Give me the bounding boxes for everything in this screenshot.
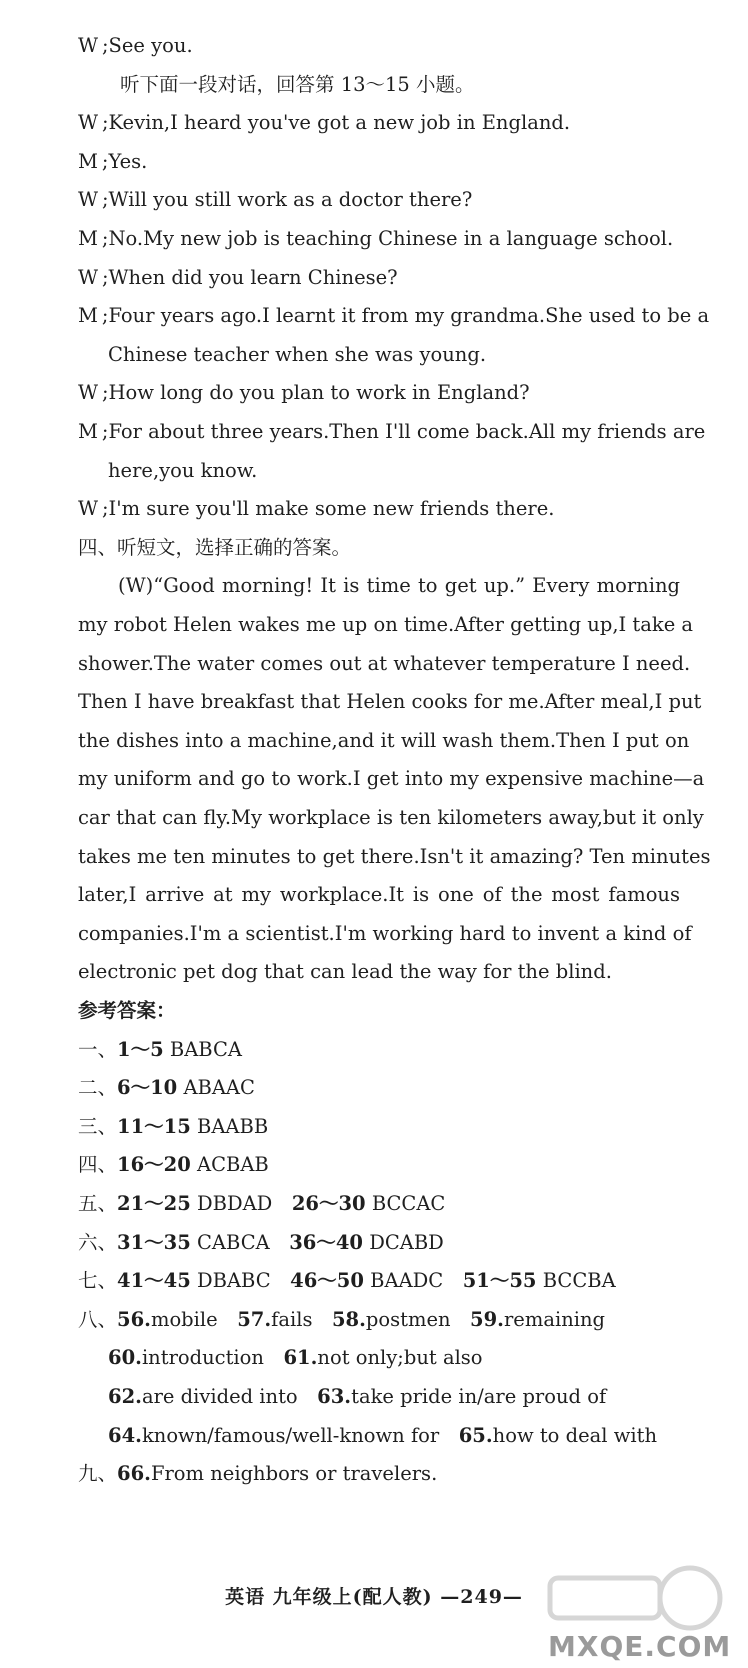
speaker-label: W xyxy=(78,188,99,212)
colon: ; xyxy=(98,265,109,289)
answer-text: fails xyxy=(271,1307,313,1331)
answer-text: introduction xyxy=(141,1346,264,1370)
answer-range: 36～40 xyxy=(289,1230,363,1254)
colon: ; xyxy=(98,188,109,212)
answer-number: 62. xyxy=(108,1385,142,1408)
colon: ; xyxy=(98,381,109,405)
passage-line xyxy=(78,690,702,714)
passage-line xyxy=(78,960,612,984)
dialogue-text: For about three years.Then I'll come back.All my friends are xyxy=(108,420,706,443)
passage-text: electronic pet dog that can lead the way for the blind. xyxy=(78,960,612,984)
answer-number: 59. xyxy=(470,1307,504,1331)
answer-section-number: 九、 xyxy=(78,1462,118,1486)
dialogue-text: When did you learn Chinese? xyxy=(108,265,398,289)
passage-text: takes me ten minutes to get there.Isn't it amazing? Ten minutes xyxy=(78,844,711,868)
dialogue-text: I'm sure you'll make some new friends there. xyxy=(108,497,555,521)
dialogue-continuation xyxy=(108,459,257,483)
answer-range: 1～5 xyxy=(117,1037,164,1061)
passage-text: car that can fly.My workplace is ten kilometers away,but it only xyxy=(78,806,704,829)
answer-row xyxy=(108,1424,657,1448)
answer-text: postmen xyxy=(365,1307,451,1331)
passage-line xyxy=(78,806,704,830)
instruction-text: 听下面一段对话，回答第 13～15 小题。 xyxy=(120,72,475,96)
answer-letters: BAABB xyxy=(197,1114,269,1138)
answer-letters: DBDAD xyxy=(197,1192,273,1215)
dialogue-text: Chinese teacher when she was young. xyxy=(108,342,487,366)
listening-instruction xyxy=(120,73,475,97)
answer-text: mobile xyxy=(150,1307,218,1331)
dialogue-line xyxy=(78,381,530,405)
answer-row xyxy=(78,1462,437,1486)
speaker-label: M xyxy=(78,227,98,250)
answer-row xyxy=(108,1385,606,1409)
speaker-label: M xyxy=(78,420,98,443)
answer-text: known/famous/well-known for xyxy=(141,1423,440,1447)
dialogue-line xyxy=(78,111,570,135)
spacer xyxy=(443,1269,463,1292)
answers-heading-text: 参考答案： xyxy=(78,999,176,1022)
answer-number: 58. xyxy=(331,1307,366,1331)
colon: ; xyxy=(97,304,109,328)
spacer xyxy=(264,1346,284,1369)
answer-row xyxy=(108,1346,483,1370)
dialogue-line xyxy=(78,266,398,290)
answer-range: 51～55 xyxy=(462,1269,537,1293)
answers-heading xyxy=(78,999,176,1023)
answer-number: 60. xyxy=(108,1346,142,1370)
answer-letters: BABCA xyxy=(169,1037,242,1061)
answer-letters: ACBAB xyxy=(197,1153,269,1177)
dialogue-line xyxy=(78,420,706,444)
answer-range: 26～30 xyxy=(291,1192,366,1215)
spacer xyxy=(451,1308,471,1331)
answer-row xyxy=(78,1269,616,1293)
dialogue-text: Yes. xyxy=(108,149,148,173)
speaker-label: W xyxy=(78,34,99,57)
answer-text: are divided into xyxy=(141,1385,298,1408)
answer-section-number: 五、 xyxy=(78,1192,118,1215)
colon: ; xyxy=(98,34,109,57)
answer-range: 46～50 xyxy=(290,1269,364,1293)
section-heading-text: 四、听短文，选择正确的答案。 xyxy=(78,535,352,559)
speaker-label: M xyxy=(78,304,98,328)
answer-range: 31～35 xyxy=(117,1230,191,1254)
answer-row xyxy=(78,1308,605,1332)
dialogue-line xyxy=(78,188,472,212)
passage-text: my robot Helen wakes me up on time.After getting up,I take a xyxy=(78,613,694,636)
answer-text: not only;but also xyxy=(317,1346,483,1370)
page-footer: 英语 九年级上(配人教) —249— xyxy=(225,1586,523,1608)
answer-letters: CABCA xyxy=(197,1230,270,1254)
colon: ; xyxy=(97,227,109,250)
passage-line xyxy=(78,844,711,869)
answer-number: 56. xyxy=(117,1307,151,1331)
answer-row xyxy=(78,1153,269,1177)
passage-text: later,I arrive at my workplace.It is one of the most famous xyxy=(78,883,680,907)
answer-number: 63. xyxy=(317,1385,352,1408)
dialogue-line xyxy=(78,497,554,521)
dialogue-text: No.My new job is teaching Chinese in a language school. xyxy=(108,227,674,250)
answer-letters: DBABC xyxy=(197,1269,271,1293)
answer-text: take pride in/are proud of xyxy=(351,1385,607,1408)
answer-text: From neighbors or travelers. xyxy=(150,1462,438,1486)
answer-letters: ABAAC xyxy=(183,1076,255,1100)
answer-letters: DCABD xyxy=(369,1230,444,1254)
dialogue-continuation xyxy=(108,343,486,367)
speaker-label: W xyxy=(78,381,99,405)
watermark-text: MXQE.COM xyxy=(548,1630,732,1663)
answer-number: 65. xyxy=(458,1423,493,1447)
answer-section-number: 四、 xyxy=(78,1153,118,1177)
spacer xyxy=(271,1269,291,1292)
section-heading xyxy=(78,536,351,560)
answer-range: 21～25 xyxy=(117,1192,191,1215)
dialogue-text: Will you still work as a doctor there? xyxy=(108,188,473,212)
passage-line xyxy=(78,651,691,676)
speaker-label: W xyxy=(78,111,99,135)
dialogue-text: here,you know. xyxy=(108,458,258,482)
answer-text: how to deal with xyxy=(492,1423,658,1447)
passage-line xyxy=(78,728,690,753)
passage-line xyxy=(118,574,680,598)
answer-range: 11～15 xyxy=(117,1114,191,1138)
passage-text: my uniform and go to work.I get into my expensive machine—a xyxy=(78,767,705,791)
answer-range: 41～45 xyxy=(117,1269,191,1293)
passage-line xyxy=(78,921,692,946)
answer-number: 61. xyxy=(283,1346,318,1370)
answer-row xyxy=(78,1115,268,1139)
spacer xyxy=(298,1385,318,1408)
answer-range: 16～20 xyxy=(117,1153,191,1177)
spacer xyxy=(439,1424,459,1447)
answer-number: 66. xyxy=(117,1462,151,1486)
dialogue-line xyxy=(78,304,710,328)
colon: ; xyxy=(98,497,109,521)
passage-text: companies.I'm a scientist.I'm working hard to invent a kind of xyxy=(78,921,692,945)
passage-text: Then I have breakfast that Helen cooks for me.After meal,I put xyxy=(78,690,702,714)
speaker-label: W xyxy=(78,265,99,289)
spacer xyxy=(272,1192,292,1215)
dialogue-text: Four years ago.I learnt it from my grandma.She used to be a xyxy=(108,304,710,328)
passage-text: the dishes into a machine,and it will wash them.Then I put on xyxy=(78,728,690,752)
spacer xyxy=(270,1231,290,1254)
colon: ; xyxy=(97,420,109,443)
passage-line xyxy=(78,883,680,907)
passage-text: (W)“Good morning! It is time to get up.” Every morning xyxy=(118,574,680,598)
colon: ; xyxy=(98,111,109,135)
answer-row xyxy=(78,1231,444,1255)
speaker-label: W xyxy=(78,497,99,521)
answer-row xyxy=(78,1038,242,1062)
dialogue-line xyxy=(78,150,147,174)
answer-number: 57. xyxy=(237,1307,272,1331)
colon: ; xyxy=(97,149,109,173)
answer-section-number: 八、 xyxy=(78,1307,118,1331)
dialogue-text: Kevin,I heard you've got a new job in England. xyxy=(108,111,571,135)
answer-number: 64. xyxy=(108,1423,142,1447)
dialogue-line xyxy=(78,34,193,58)
answer-row xyxy=(78,1192,445,1216)
dialogue-line xyxy=(78,227,673,251)
answer-section-number: 六、 xyxy=(78,1230,118,1254)
spacer xyxy=(218,1308,238,1331)
dialogue-text: See you. xyxy=(108,34,193,57)
answer-section-number: 三、 xyxy=(78,1114,118,1138)
answer-section-number: 一、 xyxy=(78,1037,118,1061)
answer-letters: BAADC xyxy=(370,1269,444,1293)
answer-letters: BCCBA xyxy=(542,1269,616,1293)
answer-text: remaining xyxy=(503,1307,606,1331)
passage-line xyxy=(78,613,694,637)
speaker-label: M xyxy=(78,149,98,173)
dialogue-text: How long do you plan to work in England? xyxy=(108,381,530,405)
answer-section-number: 二、 xyxy=(78,1076,118,1100)
answer-row xyxy=(78,1076,255,1100)
answer-section-number: 七、 xyxy=(78,1269,118,1293)
answer-letters: BCCAC xyxy=(371,1192,446,1215)
answer-range: 6～10 xyxy=(117,1076,178,1100)
passage-line xyxy=(78,767,705,791)
passage-text: shower.The water comes out at whatever temperature I need. xyxy=(78,651,691,675)
spacer xyxy=(312,1308,332,1331)
